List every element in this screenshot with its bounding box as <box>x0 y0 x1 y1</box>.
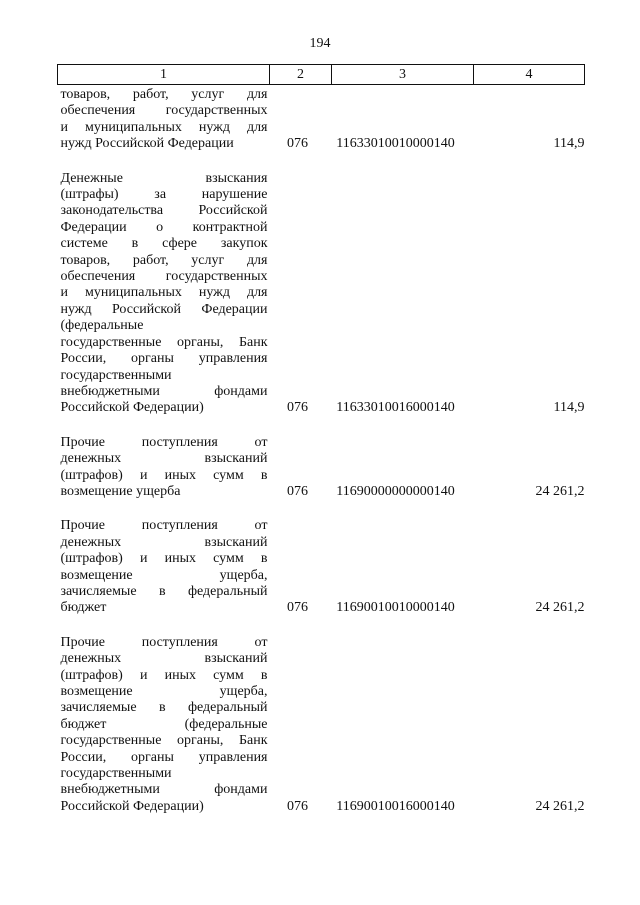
revenue-name-line: Российской Федерации) <box>60 400 204 416</box>
header-col-1: 1 <box>58 65 270 85</box>
revenue-name-cell <box>58 85 270 171</box>
admin-code-cell: 076 <box>287 400 308 416</box>
revenue-name-line: и муниципальных нужд для <box>60 119 268 135</box>
revenue-name-line: (штрафов) и иных сумм в <box>60 551 268 567</box>
revenue-name-line: товаров, работ, услуг для <box>60 252 268 268</box>
table-row <box>58 518 585 634</box>
table-row <box>58 635 585 815</box>
revenue-name-line: Прочие поступления от <box>60 434 268 450</box>
admin-code-cell: 076 <box>287 600 308 616</box>
revenue-name-line: Денежные взыскания <box>60 170 268 186</box>
budget-code-cell: 11633010016000140 <box>336 400 455 416</box>
header-col-3: 3 <box>332 65 474 85</box>
revenue-name-line: государственные органы, Банк <box>60 334 268 350</box>
amount-cell: 114,9 <box>553 400 585 416</box>
revenue-name-cell <box>58 635 270 815</box>
revenue-name-cell <box>58 435 270 519</box>
admin-code-cell: 076 <box>287 136 308 152</box>
amount-cell: 24 261,2 <box>535 483 585 499</box>
page-number: 194 <box>309 36 331 51</box>
amount-cell: 114,9 <box>553 136 585 152</box>
revenue-name-line: внебюджетными фондами <box>60 782 268 798</box>
revenue-name-line: Прочие поступления от <box>60 634 268 650</box>
revenue-name-line: нужд Российской Федерации <box>60 136 234 152</box>
table-body <box>58 85 585 816</box>
budget-code-cell: 11690010010000140 <box>336 600 455 616</box>
table-header <box>58 65 585 85</box>
header-col-2: 2 <box>270 65 332 85</box>
revenue-name-line: возмещение ущерба <box>60 483 181 499</box>
revenue-name-line: зачисляемые в федеральный <box>60 583 268 599</box>
revenue-name-line: (штрафы) за нарушение <box>60 187 268 203</box>
revenue-name-line: денежных взысканий <box>60 651 268 667</box>
revenue-name-line: Российской Федерации) <box>60 798 204 814</box>
revenue-name-line: (штрафов) и иных сумм в <box>60 467 268 483</box>
table-row <box>58 171 585 435</box>
revenue-name-line: денежных взысканий <box>60 534 268 550</box>
amount-cell: 24 261,2 <box>535 798 585 814</box>
revenue-name-line: нужд Российской Федерации <box>60 301 268 317</box>
revenue-name-cell <box>58 518 270 634</box>
revenue-name-line: государственными <box>60 766 172 782</box>
revenue-name-line: обеспечения государственных <box>60 103 268 119</box>
revenue-name-cell <box>58 171 270 435</box>
revenue-name-line: бюджет <box>60 600 107 616</box>
revenue-name-line: Федерации о контрактной <box>60 219 268 235</box>
budget-code-cell: 11690010016000140 <box>336 798 455 814</box>
revenue-name-line: системе в сфере закупок <box>60 236 268 252</box>
revenue-name-line: государственные органы, Банк <box>60 733 268 749</box>
revenue-name-line: (федеральные <box>60 318 144 334</box>
amount-cell: 24 261,2 <box>535 600 585 616</box>
admin-code-cell: 076 <box>287 483 308 499</box>
revenue-name-line: России, органы управления <box>60 351 268 367</box>
budget-code-cell: 11633010010000140 <box>336 136 455 152</box>
table-row <box>58 435 585 519</box>
revenue-name-line: России, органы управления <box>60 749 268 765</box>
revenue-name-line: возмещение ущерба, <box>60 684 268 699</box>
admin-code-cell: 076 <box>287 798 308 814</box>
revenue-table <box>57 64 585 815</box>
revenue-name-line: зачисляемые в федеральный <box>60 700 268 716</box>
revenue-name-line: возмещение ущерба, <box>60 567 268 583</box>
revenue-name-line: товаров, работ, услуг для <box>60 87 268 102</box>
budget-code-cell: 11690000000000140 <box>336 483 455 499</box>
header-row <box>58 65 585 85</box>
header-col-4: 4 <box>474 65 585 85</box>
revenue-name-line: денежных взысканий <box>60 451 268 467</box>
revenue-name-line: государственными <box>60 367 172 383</box>
revenue-name-line: обеспечения государственных <box>60 269 268 285</box>
revenue-name-line: (штрафов) и иных сумм в <box>60 667 268 683</box>
revenue-name-line: законодательства Российской <box>60 203 268 219</box>
revenue-name-line: Прочие поступления от <box>60 518 268 534</box>
revenue-name-line: и муниципальных нужд для <box>60 285 268 301</box>
table-row <box>58 85 585 171</box>
revenue-name-line: бюджет (федеральные <box>60 716 268 732</box>
revenue-name-line: внебюджетными фондами <box>60 383 268 399</box>
